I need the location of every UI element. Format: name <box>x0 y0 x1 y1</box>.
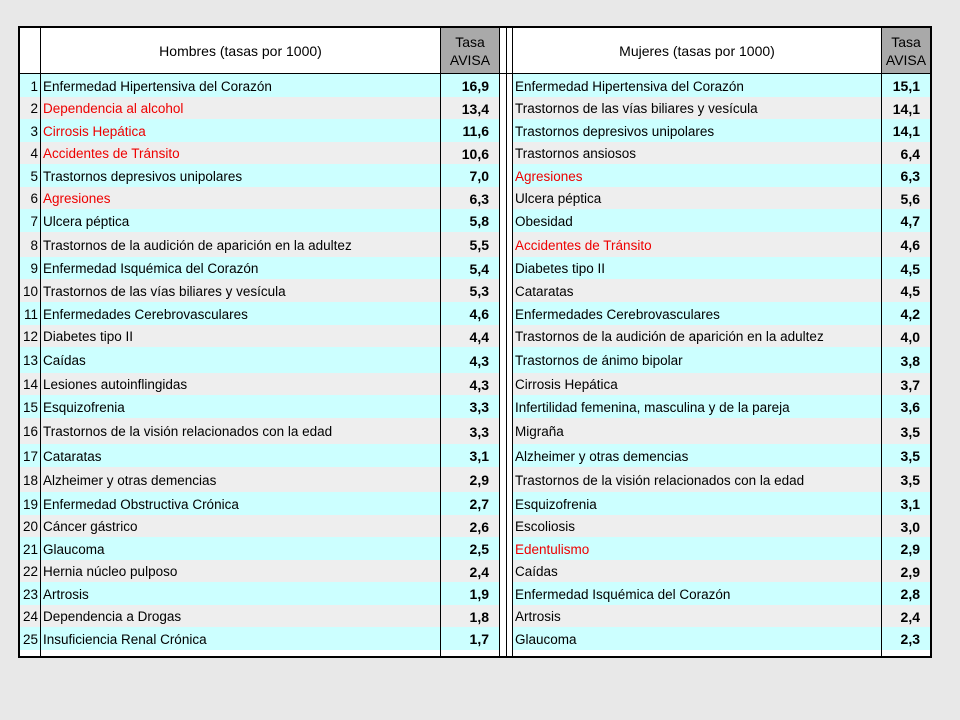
women-rate-cell: 3,7 <box>882 373 930 395</box>
men-cause-cell: Accidentes de Tránsito <box>41 142 440 164</box>
women-rate-cell: 4,5 <box>882 279 930 302</box>
table-row <box>20 373 930 395</box>
divider <box>440 28 441 656</box>
rank-cell: 22 <box>20 560 40 582</box>
men-cause-cell: Ulcera péptica <box>41 209 440 232</box>
men-cause-cell: Trastornos de la visión relacionados con la edad <box>41 418 440 444</box>
men-cause-cell: Diabetes tipo II <box>41 325 440 347</box>
women-cause-cell: Trastornos de las vías biliares y vesícula <box>513 97 881 119</box>
rank-cell: 14 <box>20 373 40 395</box>
men-rate-cell: 2,9 <box>441 467 499 492</box>
women-rate-cell: 3,5 <box>882 444 930 467</box>
divider <box>499 28 500 656</box>
women-rate-header <box>882 28 930 73</box>
rank-cell: 20 <box>20 515 40 537</box>
table-row <box>20 325 930 347</box>
women-cause-cell: Accidentes de Tránsito <box>513 232 881 257</box>
men-rate-cell: 3,3 <box>441 418 499 444</box>
women-rate-cell: 14,1 <box>882 97 930 119</box>
women-cause-cell: Cirrosis Hepática <box>513 373 881 395</box>
women-cause-cell: Glaucoma <box>513 627 881 650</box>
women-cause-cell: Trastornos de ánimo bipolar <box>513 347 881 373</box>
table-row <box>20 97 930 119</box>
women-rate-cell: 2,3 <box>882 627 930 650</box>
men-rate-cell: 4,4 <box>441 325 499 347</box>
table-row <box>20 444 930 467</box>
rank-cell: 8 <box>20 232 40 257</box>
men-rate-cell: 4,6 <box>441 302 499 325</box>
rank-cell: 4 <box>20 142 40 164</box>
rank-cell: 15 <box>20 395 40 418</box>
table-row <box>20 467 930 492</box>
men-cause-cell: Alzheimer y otras demencias <box>41 467 440 492</box>
women-rate-cell: 5,6 <box>882 187 930 209</box>
women-cause-cell: Escoliosis <box>513 515 881 537</box>
header-blank-left <box>20 28 40 73</box>
men-cause-cell: Esquizofrenia <box>41 395 440 418</box>
men-header: Hombres (tasas por 1000) <box>159 42 322 59</box>
women-cause-cell: Alzheimer y otras demencias <box>513 444 881 467</box>
women-cause-cell: Infertilidad femenina, masculina y de la pareja <box>513 395 881 418</box>
rank-cell: 24 <box>20 605 40 627</box>
women-cause-cell: Enfermedad Hipertensiva del Corazón <box>513 74 881 97</box>
women-rate-cell: 4,5 <box>882 257 930 279</box>
rank-cell: 10 <box>20 279 40 302</box>
table-row <box>20 515 930 537</box>
men-cause-cell: Glaucoma <box>41 537 440 560</box>
table-row <box>20 582 930 605</box>
table-row <box>20 142 930 164</box>
table-row <box>20 119 930 142</box>
table-row <box>20 418 930 444</box>
divider <box>506 28 507 656</box>
women-cause-cell: Diabetes tipo II <box>513 257 881 279</box>
table-row <box>20 74 930 97</box>
men-cause-cell: Artrosis <box>41 582 440 605</box>
rank-cell: 23 <box>20 582 40 605</box>
men-cause-cell: Insuficiencia Renal Crónica <box>41 627 440 650</box>
table-header <box>20 28 930 74</box>
rank-cell: 11 <box>20 302 40 325</box>
men-cause-cell: Trastornos de las vías biliares y vesícula <box>41 279 440 302</box>
rank-cell: 13 <box>20 347 40 373</box>
men-rate-header-line2: AVISA <box>449 51 491 68</box>
women-rate-cell: 3,6 <box>882 395 930 418</box>
men-cause-cell: Lesiones autoinflingidas <box>41 373 440 395</box>
men-cause-cell: Dependencia a Drogas <box>41 605 440 627</box>
men-rate-header <box>441 28 499 73</box>
women-cause-cell: Trastornos ansiosos <box>513 142 881 164</box>
table-row <box>20 209 930 232</box>
men-rate-cell: 7,0 <box>441 164 499 187</box>
women-rate-cell: 4,0 <box>882 325 930 347</box>
men-cause-cell: Enfermedad Hipertensiva del Corazón <box>41 74 440 97</box>
men-cause-cell: Trastornos de la audición de aparición en la adultez <box>41 232 440 257</box>
men-cause-cell: Cirrosis Hepática <box>41 119 440 142</box>
rank-cell: 2 <box>20 97 40 119</box>
divider <box>881 28 882 656</box>
men-rate-cell: 2,6 <box>441 515 499 537</box>
men-cause-cell: Cáncer gástrico <box>41 515 440 537</box>
table-row <box>20 492 930 515</box>
men-rate-cell: 11,6 <box>441 119 499 142</box>
women-cause-cell: Trastornos de la visión relacionados con la edad <box>513 467 881 492</box>
women-cause-cell: Enfermedades Cerebrovasculares <box>513 302 881 325</box>
rank-cell: 17 <box>20 444 40 467</box>
men-rate-cell: 10,6 <box>441 142 499 164</box>
men-rate-cell: 6,3 <box>441 187 499 209</box>
women-rate-cell: 3,1 <box>882 492 930 515</box>
women-rate-cell: 4,2 <box>882 302 930 325</box>
avisa-table <box>18 26 932 658</box>
rank-cell: 21 <box>20 537 40 560</box>
women-cause-cell: Artrosis <box>513 605 881 627</box>
table-row <box>20 232 930 257</box>
men-cause-cell: Caídas <box>41 347 440 373</box>
men-cause-cell: Dependencia al alcohol <box>41 97 440 119</box>
table-row <box>20 560 930 582</box>
table-row <box>20 605 930 627</box>
rank-cell: 12 <box>20 325 40 347</box>
table-row <box>20 627 930 650</box>
men-rate-cell: 5,8 <box>441 209 499 232</box>
men-rate-cell: 2,4 <box>441 560 499 582</box>
women-cause-cell: Agresiones <box>513 164 881 187</box>
men-rate-cell: 5,5 <box>441 232 499 257</box>
women-header: Mujeres (tasas por 1000) <box>619 42 775 59</box>
women-cause-cell: Edentulismo <box>513 537 881 560</box>
men-rate-cell: 3,1 <box>441 444 499 467</box>
men-rate-cell: 13,4 <box>441 97 499 119</box>
women-cause-cell: Ulcera péptica <box>513 187 881 209</box>
rank-cell: 6 <box>20 187 40 209</box>
women-cause-cell: Cataratas <box>513 279 881 302</box>
rank-cell: 1 <box>20 74 40 97</box>
table-row <box>20 395 930 418</box>
men-rate-cell: 4,3 <box>441 373 499 395</box>
women-rate-cell: 4,7 <box>882 209 930 232</box>
men-cause-cell: Enfermedad Isquémica del Corazón <box>41 257 440 279</box>
women-rate-header-line1: Tasa <box>891 33 921 50</box>
men-cause-cell: Hernia núcleo pulposo <box>41 560 440 582</box>
men-rate-cell: 5,4 <box>441 257 499 279</box>
women-rate-cell: 6,3 <box>882 164 930 187</box>
women-rate-header-line2: AVISA <box>885 51 927 68</box>
men-rate-cell: 1,7 <box>441 627 499 650</box>
women-rate-cell: 14,1 <box>882 119 930 142</box>
rank-cell: 9 <box>20 257 40 279</box>
women-rate-cell: 6,4 <box>882 142 930 164</box>
table-row <box>20 279 930 302</box>
men-rate-cell: 2,5 <box>441 537 499 560</box>
women-rate-cell: 3,0 <box>882 515 930 537</box>
women-rate-cell: 2,9 <box>882 560 930 582</box>
table-body <box>20 74 930 650</box>
divider <box>512 28 513 656</box>
rank-cell: 3 <box>20 119 40 142</box>
rank-cell: 5 <box>20 164 40 187</box>
men-rate-cell: 5,3 <box>441 279 499 302</box>
men-rate-header-line1: Tasa <box>455 33 485 50</box>
table-row <box>20 164 930 187</box>
men-cause-cell: Enfermedades Cerebrovasculares <box>41 302 440 325</box>
men-rate-cell: 1,9 <box>441 582 499 605</box>
table-row <box>20 347 930 373</box>
rank-cell: 25 <box>20 627 40 650</box>
women-rate-cell: 2,8 <box>882 582 930 605</box>
men-cause-cell: Agresiones <box>41 187 440 209</box>
men-rate-cell: 16,9 <box>441 74 499 97</box>
table-row <box>20 302 930 325</box>
women-rate-cell: 2,9 <box>882 537 930 560</box>
women-rate-cell: 3,5 <box>882 467 930 492</box>
women-cause-cell: Obesidad <box>513 209 881 232</box>
rank-cell: 7 <box>20 209 40 232</box>
women-cause-cell: Caídas <box>513 560 881 582</box>
rank-cell: 16 <box>20 418 40 444</box>
women-rate-cell: 3,8 <box>882 347 930 373</box>
men-rate-cell: 4,3 <box>441 347 499 373</box>
men-rate-cell: 1,8 <box>441 605 499 627</box>
women-rate-cell: 2,4 <box>882 605 930 627</box>
rank-cell: 18 <box>20 467 40 492</box>
table-row <box>20 187 930 209</box>
men-cause-cell: Cataratas <box>41 444 440 467</box>
men-cause-cell: Enfermedad Obstructiva Crónica <box>41 492 440 515</box>
women-cause-cell: Enfermedad Isquémica del Corazón <box>513 582 881 605</box>
women-cause-cell: Trastornos depresivos unipolares <box>513 119 881 142</box>
women-rate-cell: 4,6 <box>882 232 930 257</box>
men-cause-cell: Trastornos depresivos unipolares <box>41 164 440 187</box>
women-cause-cell: Trastornos de la audición de aparición en la adultez <box>513 325 881 347</box>
table-row <box>20 537 930 560</box>
women-rate-cell: 15,1 <box>882 74 930 97</box>
women-cause-cell: Esquizofrenia <box>513 492 881 515</box>
rank-cell: 19 <box>20 492 40 515</box>
women-rate-cell: 3,5 <box>882 418 930 444</box>
men-rate-cell: 3,3 <box>441 395 499 418</box>
divider <box>40 28 41 656</box>
women-cause-cell: Migraña <box>513 418 881 444</box>
table-row <box>20 257 930 279</box>
men-rate-cell: 2,7 <box>441 492 499 515</box>
